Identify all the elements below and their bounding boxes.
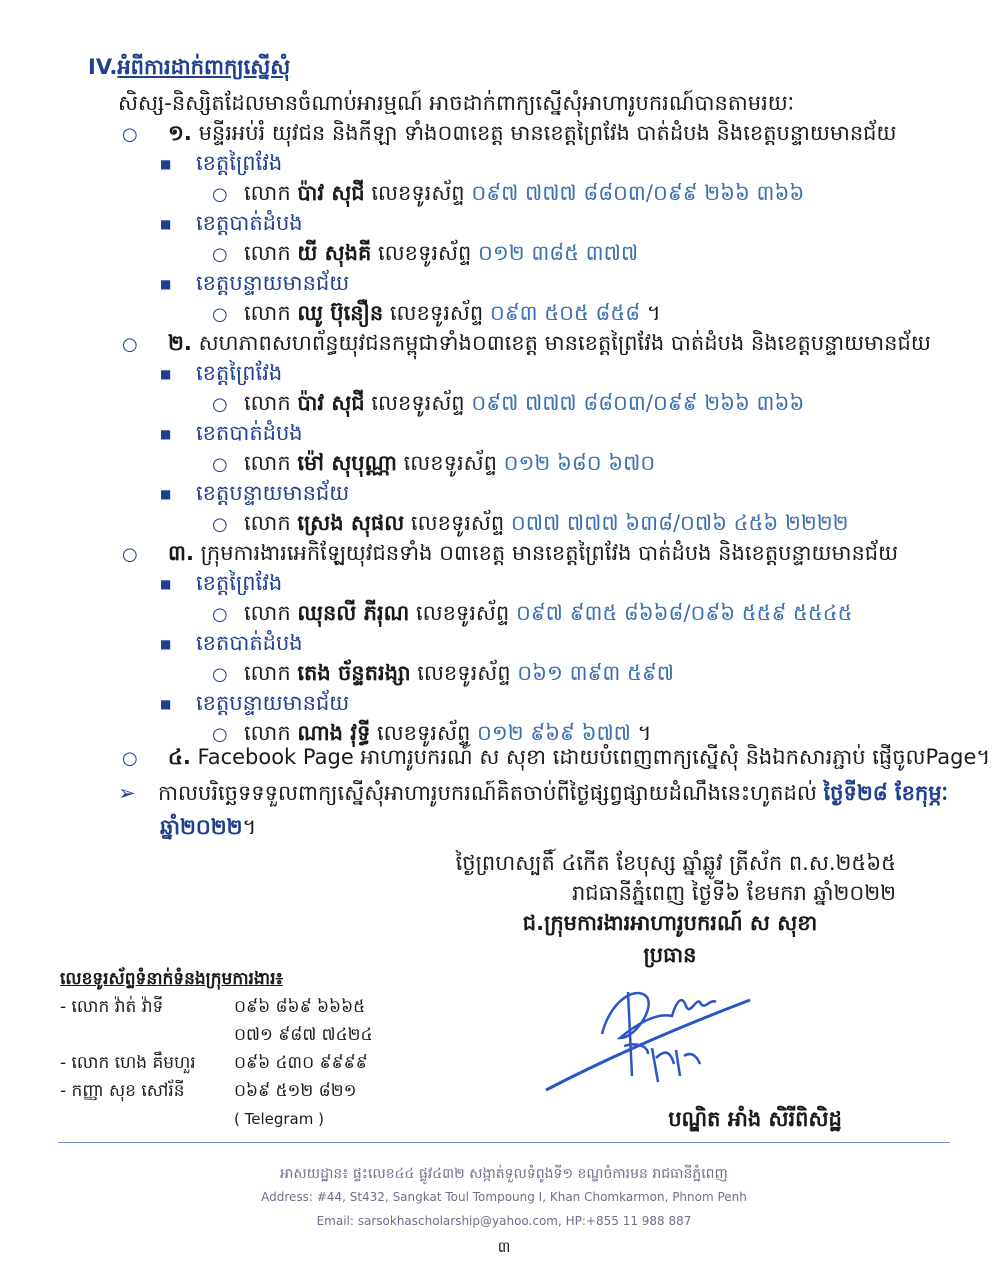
signatory-role: ប្រធាន [643,943,697,967]
signatory-name: បណ្ឌិត អាំង សិរីពិសិដ្ឋ [668,1107,842,1131]
square-bullet-icon: ■ [160,577,172,591]
lunar-date: ថ្ងៃព្រហស្បតិ៍ ៤កើត ខែបុស្ស ឆ្នាំឆ្លូវ ត្រីស័ក ព.ស.២៥៦៥ [455,851,896,875]
phone-label: លេខទូរស័ព្ទ [371,181,465,205]
phone-label: លេខទូរស័ព្ទ [415,601,510,625]
province-item [160,568,282,599]
phone-label: លេខទូរស័ព្ទ [389,301,484,325]
phone-number: ០៩៧ ៧៧៧ ៨៨០៣/០៩៩ ២៦៦ ៣៦៦ [471,181,805,205]
person-name: ម៉ៅ សុបុណ្ណា [297,451,397,475]
facebook-number: ៤. [168,745,191,769]
contact-person [212,448,655,480]
phone-label: លេខទូរស័ព្ទ [410,511,505,535]
square-bullet-icon: ■ [160,637,172,651]
circle-bullet-icon: ○ [212,664,228,685]
page-number: ៣ [497,1238,511,1256]
square-bullet-icon: ■ [160,487,172,501]
person-name: ស្រេង សុផល [297,511,405,535]
province-name: ខេត្តបន្ទាយមានជ័យ [196,481,350,505]
footer-divider [58,1142,950,1143]
contact-phone: ០៧១ ៩៨៧ ៧៤២៤ [234,1025,373,1045]
person-prefix: លោក [244,661,291,685]
phone-number: ០១២ ៦៨០ ៦៧០ [503,451,656,475]
group-heading [122,118,897,150]
province-name: ខេតបាត់ដំបង [196,631,303,655]
province-item [160,688,349,719]
contact-person [212,238,638,270]
contact-telegram: ( Telegram ) [234,1110,324,1128]
contact-phone: ០៩៦ ៨៦៩ ៦៦៦៥ [234,997,366,1017]
contact-person [212,178,804,210]
section-heading [88,52,290,82]
province-name: ខេត្តព្រៃវែង [196,151,283,175]
sentence-end: ។ [646,301,661,325]
group-heading [122,328,931,360]
square-bullet-icon: ■ [160,277,172,291]
contact-name: - លោក ហេង គឹមហួរ [60,1053,196,1073]
square-bullet-icon: ■ [160,367,172,381]
phone-label: លេខទូរស័ព្ទ [417,661,511,685]
square-bullet-icon: ■ [160,217,172,231]
person-prefix: លោក [244,301,291,325]
phone-number: ០១២ ៣៨៥ ៣៧៧ [478,241,639,265]
person-prefix: លោក [244,391,291,415]
circle-bullet-icon: ○ [212,514,228,535]
province-item [160,628,303,659]
deadline-end: ។ [242,815,257,839]
group-title: ក្រុមការងារអេកិឡ្លែយុវជនទាំង ០៣ខេត្ត មានខេត្តព្រៃវែង បាត់ដំបង និងខេត្តបន្ទាយមានជ័យ [200,541,899,565]
contact-person [212,658,674,690]
province-item [160,418,303,449]
contact-person [212,388,804,420]
square-bullet-icon: ■ [160,427,172,441]
signatory-org: ជ.ក្រុមការងារអាហារូបករណ៍ ស សុខា [522,911,818,935]
contact-person [212,298,661,330]
circle-bullet-icon: ○ [212,394,228,415]
phone-number: ០៩៧ ៧៧៧ ៨៨០៣/០៩៩ ២៦៦ ៣៦៦ [471,391,805,415]
square-bullet-icon: ■ [160,157,172,171]
person-prefix: លោក [244,181,291,205]
phone-label: លេខទូរស័ព្ទ [403,451,497,475]
phone-number: ០៩៣ ៥០៥ ៨៥៨ [489,301,641,325]
footer-email: Email: sarsokhascholarship@yahoo.com, HP:+855 11 988 887 [316,1214,692,1228]
phone-number: ០៦១ ៣៩៣ ៥៩៧ [517,661,674,685]
person-prefix: លោក [244,451,291,475]
group-number: ៣. [168,541,194,565]
footer-address-kh: អាសយដ្ឋាន៖ ផ្ទះលេខ៤៤ ផ្លូវ៤៣២ សង្កាត់ទួលទំពូងទី១ ខណ្ឌចំការមន រាជធានីភ្នំពេញ [280,1166,728,1182]
contact-name: - កញ្ញា សុខ សៅរ័នី [60,1081,185,1101]
person-name: ឈុនលី ភីរុណ [297,601,410,625]
group-number: ១. [168,121,192,145]
circle-bullet-icon: ○ [122,124,138,145]
section-title: អំពីការដាក់ពាក្យស្នើសុំ [117,55,291,79]
province-name: ខេត្តបាត់ដំបង [196,211,303,235]
group-title: មន្ទីរអប់រំ យុវជន និងកីឡា ទាំង០៣ខេត្ត មានខេត្តព្រៃវែង បាត់ដំបង និងខេត្តបន្ទាយមានជ័យ [198,121,897,145]
province-name: ខេតបាត់ដំបង [196,421,303,445]
phone-number: ០១២ ៩៦៩ ៦៧៧ [476,721,631,745]
province-item [160,268,349,299]
person-prefix: លោក [244,511,291,535]
person-name: ណាង វុទ្ធី [297,721,371,745]
province-name: ខេត្តព្រៃវែង [196,571,283,595]
circle-bullet-icon: ○ [212,184,228,205]
province-name: ខេត្តព្រៃវែង [196,361,283,385]
sentence-end: ។ [637,721,652,745]
facebook-text: Facebook Page អាហារូបករណ៍ ស សុខា ដោយបំពេញពាក្យស្នើសុំ និងឯកសារភ្ជាប់ ផ្ញើចូលPage។ [197,745,991,769]
deadline-line-2 [160,812,256,842]
person-name: តេង ច័ន្ទតរង្សា [297,661,411,685]
contact-person [212,598,853,630]
signature-image [536,972,766,1098]
person-prefix: លោក [244,241,291,265]
group-heading [122,538,898,570]
person-name: ប៉ាវ សុជី [297,181,365,205]
circle-bullet-icon: ○ [212,304,228,325]
circle-bullet-icon: ○ [212,244,228,265]
deadline-date: ថ្ងៃទី២៨ ខែកុម្ភៈ [823,781,948,805]
phone-label: លេខទូរស័ព្ទ [371,391,465,415]
deadline-text: កាលបរិច្ឆេទទទួលពាក្យស្នើសុំអាហារូបករណ៍គិតចាប់ពីថ្ងៃផ្សព្វផ្សាយដំណឹងនេះហូតដល់ [158,781,817,805]
section-numeral: IV. [88,55,118,79]
person-name: យី សុងគី [297,241,372,265]
phone-number: ០៩៧ ៩៣៥ ៨៦៦៨/០៩៦ ៥៥៩ ៥៥៤៥ [515,601,853,625]
contacts-heading: លេខទូរស័ព្ទទំនាក់ទំនងក្រុមការងារ៖ [60,969,283,989]
province-name: ខេត្តបន្ទាយមានជ័យ [196,271,350,295]
phone-label: លេខទូរស័ព្ទ [376,721,471,745]
circle-bullet-icon: ○ [212,604,228,625]
contact-phone: ០៦៩ ៥១២ ៨២១ [234,1081,357,1101]
solar-date: រាជធានីភ្នំពេញ ថ្ងៃទី៦ ខែមករា ឆ្នាំ២០២២ [571,881,896,905]
circle-bullet-icon: ○ [212,724,228,745]
person-prefix: លោក [244,721,291,745]
person-name: ឈូ ប៊ុនឿន [297,301,384,325]
intro-text: សិស្ស-និស្សិតដែលមានចំណាប់អារម្មណ៍ អាចដាក់ពាក្យស្នើសុំអាហារូបករណ៍បានតាមរយៈ [118,91,795,115]
facebook-item [122,742,990,774]
province-name: ខេត្តបន្ទាយមានជ័យ [196,691,350,715]
province-item [160,148,282,179]
province-item [160,358,282,389]
square-bullet-icon: ■ [160,697,172,711]
circle-bullet-icon: ○ [122,334,138,355]
group-number: ២. [168,331,192,355]
arrow-bullet-icon: ➢ [118,781,136,805]
phone-number: ០៧៧ ៧៧៧ ៦៣៨/០៧៦ ៤៥៦ ២២២២ [510,511,849,535]
group-title: សហភាពសហព័ន្ធយុវជនកម្ពុជាទាំង០៣ខេត្ត មានខេត្តព្រៃវែង បាត់ដំបង និងខេត្តបន្ទាយមានជ័យ [198,331,931,355]
person-name: ប៉ាវ សុជី [297,391,365,415]
contact-name: - លោក វ៉ាត់ វ៉ាទី [60,997,164,1017]
circle-bullet-icon: ○ [122,544,138,565]
province-item [160,208,303,239]
footer-address-en: Address: #44, St432, Sangkat Toul Tompoung I, Khan Chomkarmon, Phnom Penh [261,1190,747,1204]
deadline-year: ឆ្នាំ២០២២ [160,815,243,839]
province-item [160,478,349,509]
contact-person [212,508,849,540]
circle-bullet-icon: ○ [212,454,228,475]
person-prefix: លោក [244,601,291,625]
deadline-line [118,778,948,808]
circle-bullet-icon: ○ [122,748,138,769]
contact-phone: ០៩៦ ៤៣០ ៩៩៩៩ [234,1053,368,1073]
phone-label: លេខទូរស័ព្ទ [378,241,472,265]
